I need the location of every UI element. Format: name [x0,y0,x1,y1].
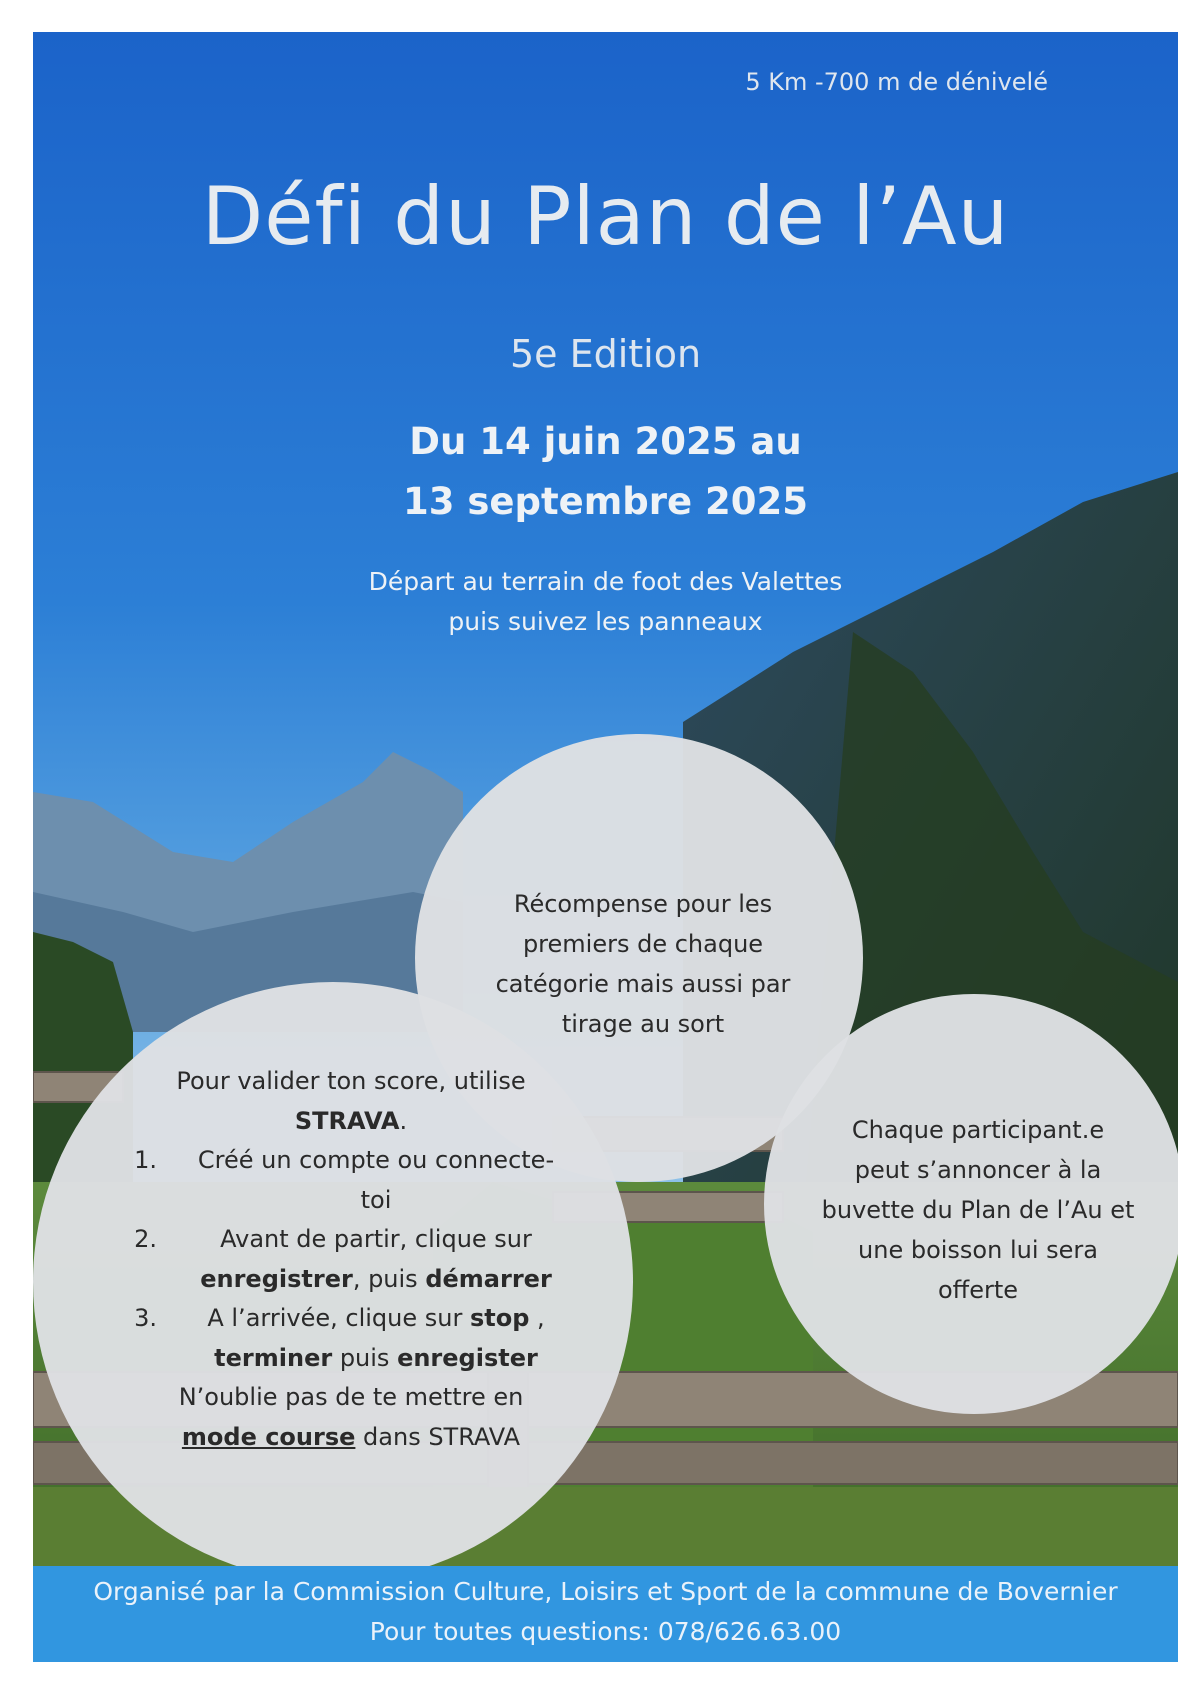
dates-line-1: Du 14 juin 2025 au [409,420,802,463]
strava-intro: Pour valider ton score, utilise STRAVA. [176,1067,526,1135]
strava-reminder: N’oublie pas de te mettre en mode course dans STRAVA [178,1383,524,1451]
drink-line: offerte [937,1276,1019,1304]
event-title: Défi du Plan de l’Au [201,170,1010,263]
contact-line: Pour toutes questions: 078/626.63.00 [369,1617,842,1646]
elevation-info: 5 Km -700 m de dénivelé [745,68,1048,96]
reward-line: premiers de chaque [522,930,764,958]
drink-text [803,1110,1153,1310]
drink-line: une boisson lui sera [858,1236,1098,1264]
poster [33,32,1178,1662]
dates-line-2: 13 septembre 2025 [403,480,808,523]
drink-line: peut s’annoncer à la [854,1156,1102,1184]
step-2: 2. Avant de partir, clique sur enregistrer, puis démarrer [134,1225,552,1293]
strava-app-name: STRAVA [294,1106,400,1135]
reward-line: Récompense pour les [513,890,773,918]
departure-info [33,562,1178,642]
reward-line: catégorie mais aussi par [495,970,791,998]
organizer-line: Organisé par la Commission Culture, Loisirs et Sport de la commune de Bovernier [93,1577,1118,1606]
event-dates [33,412,1178,532]
step-3: 3. A l’arrivée, clique sur stop , terminer puis enregister [134,1304,545,1372]
strava-instructions [111,1062,591,1457]
drink-line: buvette du Plan de l’Au et [821,1196,1135,1224]
departure-line-2: puis suivez les panneaux [448,607,763,636]
reward-line: tirage au sort [561,1010,725,1038]
step-1: 1. Créé un compte ou connecte- toi [134,1146,555,1214]
reward-text [473,884,813,1044]
footer-band [33,1566,1178,1662]
departure-line-1: Départ au terrain de foot des Valettes [368,567,843,596]
drink-line: Chaque participant.e [851,1116,1105,1144]
edition-label: 5e Edition [509,332,702,376]
